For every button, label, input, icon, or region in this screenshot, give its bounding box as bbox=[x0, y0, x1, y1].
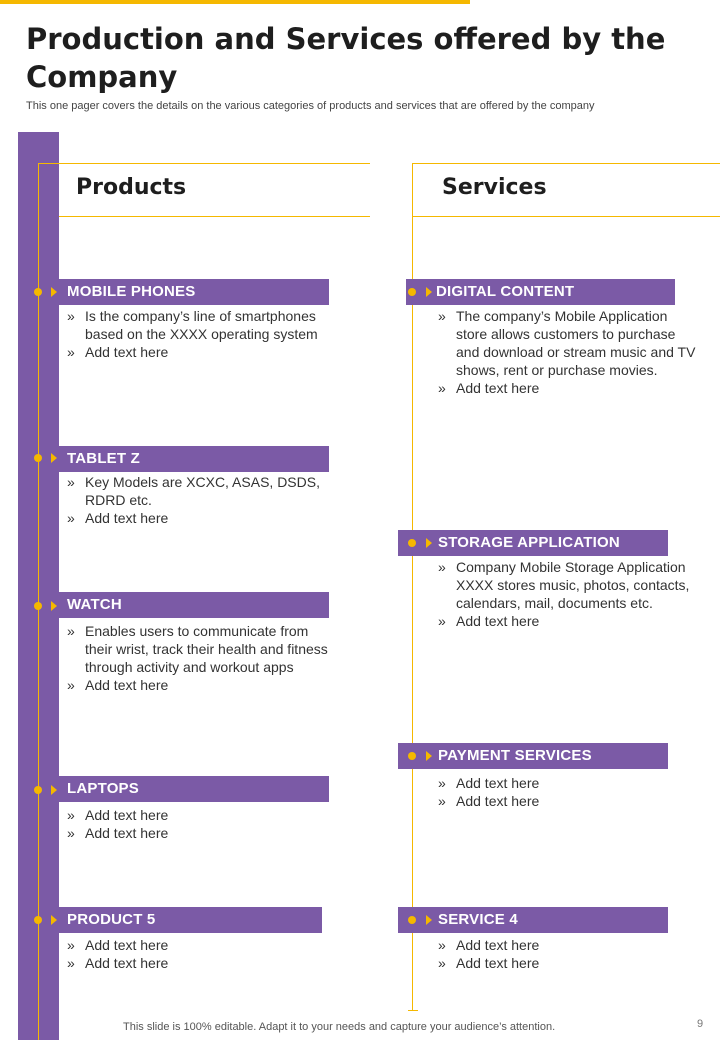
timeline-dot bbox=[408, 539, 416, 547]
footer-note: This slide is 100% editable. Adapt it to your needs and capture your audience’s attention. bbox=[123, 1021, 556, 1033]
products-header-bottom-line bbox=[59, 216, 370, 217]
timeline-dot bbox=[34, 288, 42, 296]
arrow-icon bbox=[51, 453, 57, 463]
page-subtitle: This one pager covers the details on the various categories of products and services that are offered by the company bbox=[26, 100, 595, 112]
product-mobile-phones-bar bbox=[59, 279, 329, 305]
list-item: » Add text here bbox=[67, 824, 329, 842]
service-4-bullets bbox=[438, 936, 693, 972]
list-item: » Add text here bbox=[438, 379, 698, 397]
arrow-icon bbox=[51, 915, 57, 925]
arrow-icon bbox=[51, 601, 57, 611]
service-payment-services-bullets bbox=[438, 774, 693, 810]
service-storage-application-bar bbox=[398, 530, 668, 556]
category-label: WATCH bbox=[67, 596, 122, 613]
product-watch-bar bbox=[59, 592, 329, 618]
arrow-icon bbox=[426, 287, 432, 297]
list-item: » Add text here bbox=[438, 774, 693, 792]
service-4-bar bbox=[398, 907, 668, 933]
arrow-icon bbox=[426, 538, 432, 548]
list-item: » Add text here bbox=[438, 612, 693, 630]
list-item: » Add text here bbox=[67, 343, 329, 361]
products-header-top-line bbox=[38, 163, 370, 164]
services-heading: Services bbox=[442, 175, 547, 200]
product-tablet-z-bar bbox=[59, 446, 329, 472]
arrow-icon bbox=[51, 287, 57, 297]
product-laptops-bullets bbox=[67, 806, 329, 842]
product-5-bar bbox=[59, 907, 322, 933]
category-label: MOBILE PHONES bbox=[67, 283, 196, 300]
services-header-bottom-line bbox=[412, 216, 720, 217]
category-label: PAYMENT SERVICES bbox=[438, 747, 592, 764]
list-item: » Key Models are XCXC, ASAS, DSDS, RDRD etc. bbox=[67, 473, 329, 509]
timeline-dot bbox=[34, 454, 42, 462]
timeline-dot bbox=[34, 786, 42, 794]
timeline-dot bbox=[34, 916, 42, 924]
services-header-top-line bbox=[412, 163, 720, 164]
service-storage-application-bullets bbox=[438, 558, 693, 630]
products-heading: Products bbox=[76, 175, 187, 200]
list-item: » Add text here bbox=[438, 954, 693, 972]
timeline-dot bbox=[408, 752, 416, 760]
services-timeline-end bbox=[408, 1010, 418, 1011]
timeline-dot bbox=[408, 916, 416, 924]
category-label: PRODUCT 5 bbox=[67, 911, 156, 928]
list-item: » The company’s Mobile Application store allows customers to purchase and download or stream music and TV shows, rent or purchase movies. bbox=[438, 307, 698, 379]
list-item: » Enables users to communicate from their wrist, track their health and fitness through activity and workout apps bbox=[67, 622, 329, 676]
service-digital-content-bar bbox=[406, 279, 675, 305]
list-item: » Add text here bbox=[67, 954, 329, 972]
list-item: » Add text here bbox=[438, 936, 693, 954]
list-item: » Add text here bbox=[67, 509, 329, 527]
arrow-icon bbox=[426, 915, 432, 925]
product-laptops-bar bbox=[59, 776, 329, 802]
product-watch-bullets bbox=[67, 622, 329, 694]
service-payment-services-bar bbox=[398, 743, 668, 769]
list-item: » Add text here bbox=[67, 936, 329, 954]
product-5-bullets bbox=[67, 936, 329, 972]
category-label: DIGITAL CONTENT bbox=[436, 283, 575, 300]
category-label: TABLET Z bbox=[67, 450, 140, 467]
product-mobile-phones-bullets bbox=[67, 307, 329, 361]
arrow-icon bbox=[51, 785, 57, 795]
page-number: 9 bbox=[697, 1018, 704, 1030]
list-item: » Company Mobile Storage Application XXXX stores music, photos, contacts, calendars, mail, documents etc. bbox=[438, 558, 693, 612]
timeline-dot bbox=[34, 602, 42, 610]
arrow-icon bbox=[426, 751, 432, 761]
category-label: SERVICE 4 bbox=[438, 911, 518, 928]
list-item: » Add text here bbox=[67, 806, 329, 824]
category-label: STORAGE APPLICATION bbox=[438, 534, 620, 551]
timeline-dot bbox=[408, 288, 416, 296]
service-digital-content-bullets bbox=[438, 307, 698, 397]
category-label: LAPTOPS bbox=[67, 780, 139, 797]
list-item: » Add text here bbox=[438, 792, 693, 810]
list-item: » Add text here bbox=[67, 676, 329, 694]
product-tablet-z-bullets bbox=[67, 473, 329, 527]
list-item: » Is the company’s line of smartphones based on the XXXX operating system bbox=[67, 307, 329, 343]
page-title: Production and Services offered by the Company bbox=[26, 22, 666, 94]
top-accent-bar bbox=[0, 0, 470, 4]
